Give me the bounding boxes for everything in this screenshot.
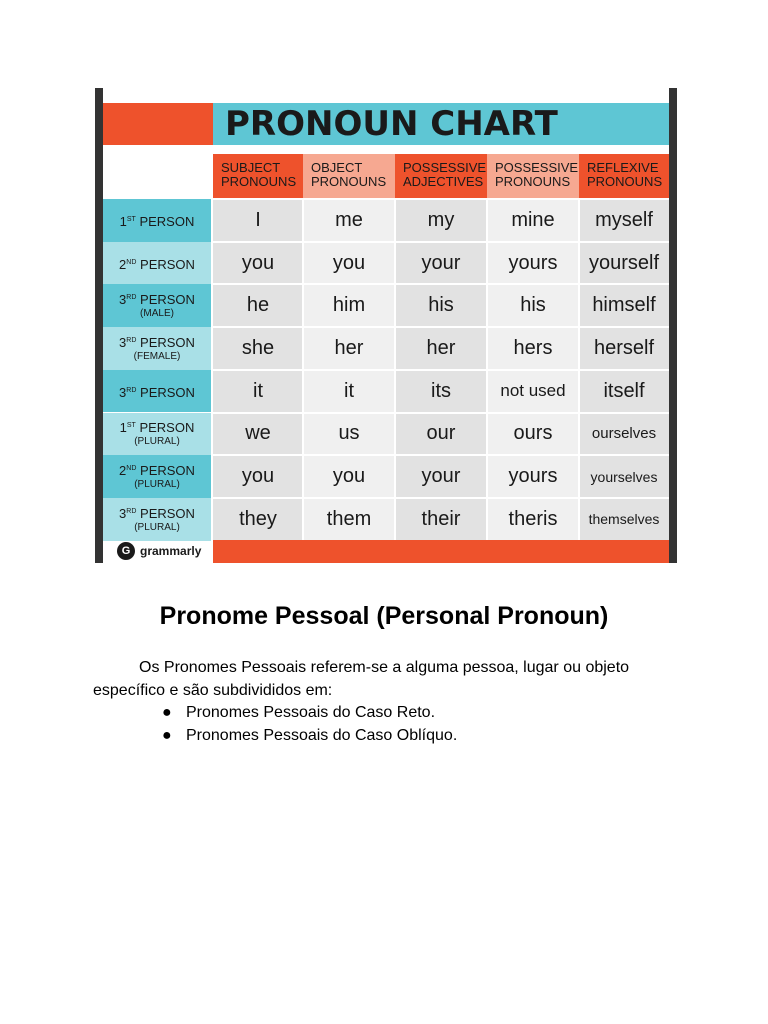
- row-label-person: PERSON: [140, 256, 195, 272]
- row-label-sub: (PLURAL): [134, 479, 180, 491]
- row-label: [103, 498, 211, 541]
- table-cell: hers: [487, 327, 579, 370]
- bullet-icon: ●: [162, 727, 172, 744]
- row-label-person: PERSON: [139, 213, 195, 229]
- table-cell: yours: [487, 455, 579, 498]
- row-label-main: [119, 256, 195, 271]
- row-label-main: [120, 419, 195, 434]
- row-label: [103, 242, 211, 285]
- list-item-text: Pronomes Pessoais do Caso Oblíquo.: [186, 727, 458, 744]
- row-label-ordinal: ND: [126, 465, 137, 473]
- grid-line: [486, 199, 488, 541]
- list-item: [162, 701, 457, 724]
- table-row: [103, 284, 669, 327]
- row-label-sub: (FEMALE): [133, 350, 181, 362]
- table-cell: it: [213, 370, 303, 413]
- table-row: [103, 455, 669, 498]
- grammarly-logo: [117, 542, 201, 560]
- table-cell: his: [487, 284, 579, 327]
- table-cell: himself: [579, 284, 669, 327]
- grid-line: [213, 326, 669, 328]
- table-cell: theris: [487, 498, 579, 541]
- table-cell: yourselves: [579, 455, 669, 498]
- grid-line: [213, 412, 669, 414]
- table-cell: their: [395, 498, 487, 541]
- column-header: [579, 154, 669, 198]
- row-label-person: PERSON: [139, 420, 195, 436]
- table-cell: itself: [579, 370, 669, 413]
- row-label: [103, 327, 211, 370]
- title-orange-block: [103, 103, 213, 145]
- table-cell: our: [395, 413, 487, 456]
- row-label-person: PERSON: [140, 463, 195, 479]
- row-label-sub: (MALE): [140, 308, 174, 320]
- column-header: [303, 154, 395, 198]
- row-label-sub: (PLURAL): [134, 436, 180, 448]
- grid-line: [213, 454, 669, 456]
- table-row: [103, 370, 669, 413]
- table-cell: his: [395, 284, 487, 327]
- chart-right-border: [669, 88, 677, 563]
- column-header-line2: PRONOUNS: [221, 174, 297, 189]
- row-label-ordinal: RD: [126, 336, 137, 344]
- table-cell: your: [395, 242, 487, 285]
- table-row: [103, 413, 669, 456]
- column-header-line2: PRONOUNS: [495, 174, 571, 189]
- column-header-line1: SUBJECT: [221, 160, 281, 175]
- row-label-main: [119, 384, 195, 399]
- row-label-main: [119, 291, 195, 306]
- table-cell: its: [395, 370, 487, 413]
- table-cell: yourself: [579, 242, 669, 285]
- table-cell: me: [303, 199, 395, 242]
- chart-title-bar: [103, 103, 669, 145]
- chart-left-border: [95, 88, 103, 563]
- table-cell: myself: [579, 199, 669, 242]
- grid-line: [213, 369, 669, 371]
- table-cell: you: [303, 242, 395, 285]
- intro-paragraph: [93, 656, 653, 702]
- table-cell: I: [213, 199, 303, 242]
- table-cell: him: [303, 284, 395, 327]
- table-cell: themselves: [579, 498, 669, 541]
- row-label-ordinal: RD: [126, 294, 137, 302]
- row-label-number: 1: [119, 213, 127, 229]
- table-cell: it: [303, 370, 395, 413]
- row-label-sub: (PLURAL): [134, 521, 180, 533]
- table-cell: your: [395, 455, 487, 498]
- table-cell: ours: [487, 413, 579, 456]
- row-label-number: 3: [119, 334, 127, 350]
- row-label-person: PERSON: [140, 292, 195, 308]
- row-label-main: [119, 334, 195, 349]
- row-label-person: PERSON: [140, 384, 195, 400]
- row-label: [103, 455, 211, 498]
- table-row: [103, 199, 669, 242]
- page-title: Pronome Pessoal (Personal Pronoun): [159, 602, 609, 630]
- grammarly-logo-text: grammarly: [140, 544, 202, 558]
- pronoun-chart-image: [95, 88, 677, 563]
- table-cell: my: [395, 199, 487, 242]
- list-item-text: Pronomes Pessoais do Caso Reto.: [186, 704, 436, 721]
- grid-line: [213, 497, 669, 499]
- row-label-ordinal: ND: [126, 258, 137, 266]
- row-label: [103, 284, 211, 327]
- row-label-ordinal: ST: [126, 422, 136, 430]
- column-header-line2: PRONOUNS: [587, 174, 663, 189]
- table-cell: you: [213, 455, 303, 498]
- list-item: [162, 724, 457, 747]
- bullet-icon: ●: [162, 704, 172, 721]
- row-label-person: PERSON: [140, 334, 195, 350]
- table-cell: not used: [487, 370, 579, 413]
- row-label-ordinal: RD: [126, 507, 137, 515]
- intro-paragraph-text: Os Pronomes Pessoais referem-se a alguma pessoa, lugar ou objeto específico e são subdivididos em:: [93, 659, 630, 699]
- row-label-ordinal: RD: [126, 386, 137, 394]
- column-header-line1: POSSESSIVE: [495, 160, 579, 175]
- table-row: [103, 242, 669, 285]
- table-cell: her: [303, 327, 395, 370]
- table-cell: he: [213, 284, 303, 327]
- column-header-line1: OBJECT: [311, 160, 363, 175]
- table-row: [103, 498, 669, 541]
- bullet-list: [162, 701, 457, 747]
- row-label: [103, 370, 211, 413]
- column-header-line1: POSSESSIVE: [403, 160, 487, 175]
- grammarly-logo-icon: G: [117, 542, 135, 560]
- table-cell: you: [213, 242, 303, 285]
- table-cell: ourselves: [579, 413, 669, 456]
- column-header: [213, 154, 303, 198]
- table-cell: they: [213, 498, 303, 541]
- chart-title: PRONOUN CHART: [225, 104, 558, 144]
- row-label: [103, 199, 211, 242]
- chart-footer-bar: [213, 540, 669, 563]
- table-cell: she: [213, 327, 303, 370]
- grid-line: [578, 199, 580, 541]
- row-label-ordinal: ST: [126, 215, 136, 223]
- row-label-main: [119, 462, 195, 477]
- row-label-number: 2: [119, 256, 127, 272]
- row-label-number: 3: [119, 384, 127, 400]
- title-teal-block: [213, 103, 669, 145]
- column-header-line2: PRONOUNS: [311, 174, 387, 189]
- row-label-main: [120, 213, 195, 228]
- table-cell: herself: [579, 327, 669, 370]
- column-header-line1: REFLEXIVE: [587, 160, 659, 175]
- row-label-number: 1: [119, 420, 127, 436]
- table-row: [103, 327, 669, 370]
- table-cell: you: [303, 455, 395, 498]
- grid-line: [394, 199, 396, 541]
- row-label-number: 3: [119, 292, 127, 308]
- column-header: [487, 154, 579, 198]
- table-cell: them: [303, 498, 395, 541]
- row-label-number: 2: [119, 463, 127, 479]
- column-header: [395, 154, 487, 198]
- row-label-number: 3: [119, 505, 127, 521]
- row-label-main: [119, 505, 195, 520]
- row-label: [103, 413, 211, 456]
- table-cell: us: [303, 413, 395, 456]
- grid-line: [213, 241, 669, 243]
- table-cell: mine: [487, 199, 579, 242]
- table-cell: yours: [487, 242, 579, 285]
- column-header-line2: ADJECTIVES: [403, 174, 484, 189]
- grid-line: [213, 283, 669, 285]
- table-cell: her: [395, 327, 487, 370]
- table-cell: we: [213, 413, 303, 456]
- row-label-person: PERSON: [140, 505, 195, 521]
- grid-line: [213, 198, 669, 200]
- grid-line: [302, 199, 304, 541]
